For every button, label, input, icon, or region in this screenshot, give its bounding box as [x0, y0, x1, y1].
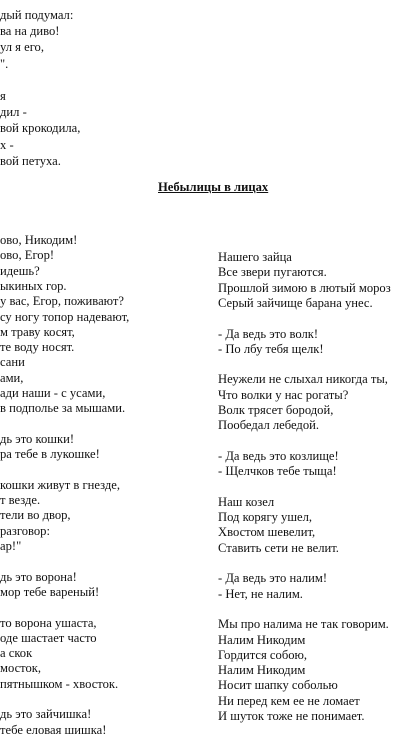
text-line: дый подумал:	[0, 8, 74, 22]
text-line: Под корягу ушел,	[218, 510, 313, 525]
text-line: тебе еловая шишка!	[0, 722, 107, 737]
text-line: Гордится собою,	[218, 647, 308, 662]
text-line: сани	[0, 355, 25, 370]
text-line: ра тебе в лукошке!	[0, 447, 100, 462]
text-line: ва на диво!	[0, 24, 60, 39]
text-line: ".	[0, 56, 9, 71]
text-line: х -	[0, 137, 14, 152]
text-line: - По лбу тебя щелк!	[218, 341, 324, 356]
text-line: пятнышком - хвосток.	[0, 676, 119, 691]
text-line: те воду носят.	[0, 340, 75, 355]
text-line: Ни перед кем ее не ломает	[218, 693, 360, 708]
text-line: Волк трясет бородой,	[218, 403, 334, 417]
text-line: Нашего зайца	[218, 250, 292, 264]
text-line: то ворона ушаста,	[0, 615, 97, 630]
text-line: ами,	[0, 370, 24, 385]
text-line: дь это ворона!	[0, 569, 77, 584]
text-line: дь это зайчишка!	[0, 707, 92, 722]
text-line: Что волки у нас рогаты?	[218, 387, 349, 402]
text-line: И шуток тоже не понимает.	[218, 709, 365, 723]
text-line: а скок	[0, 646, 33, 661]
text-line: я	[0, 89, 6, 103]
text-line: Неужели не слыхал никогда ты,	[218, 372, 388, 387]
text-line: ово, Егор!	[0, 248, 55, 263]
text-line: у вас, Егор, поживают?	[0, 294, 125, 309]
text-line: Серый зайчище барана унес.	[218, 295, 373, 310]
section-title: Небылицы в лицах	[158, 180, 269, 194]
text-line: дь это кошки!	[0, 431, 75, 446]
text-line: Налим Никодим	[218, 632, 306, 647]
text-line: ар!"	[0, 539, 22, 553]
text-line: ово, Никодим!	[0, 233, 78, 247]
text-line: вой петуха.	[0, 153, 61, 168]
text-line: мосток,	[0, 661, 42, 676]
text-line: вой крокодила,	[0, 121, 81, 136]
text-line: Все звери пугаются.	[218, 265, 327, 280]
text-line: Ставить сети не велит.	[218, 540, 339, 555]
text-line: тели во двор,	[0, 508, 71, 523]
text-line: су ногу топор надевают,	[0, 309, 130, 324]
text-line: ул я его,	[0, 40, 45, 55]
text-line: т везде.	[0, 493, 41, 508]
text-line: - Да ведь это налим!	[218, 571, 328, 586]
text-line: кошки живут в гнезде,	[0, 477, 121, 492]
text-line: мор тебе вареный!	[0, 584, 100, 599]
text-line: - Щелчков тебе тыща!	[218, 464, 337, 479]
text-line: Наш козел	[218, 494, 275, 509]
text-line: Прошлой зимою в лютый мороз	[218, 280, 391, 295]
text-line: разговор:	[0, 523, 50, 538]
text-line: Хвостом шевелит,	[218, 525, 316, 540]
text-line: Пообедал лебедой.	[218, 418, 320, 433]
text-line: оде шастает часто	[0, 630, 97, 645]
text-line: дил -	[0, 105, 27, 120]
text-line: ыкиных гор.	[0, 278, 67, 293]
text-line: - Да ведь это козлище!	[218, 448, 339, 463]
text-line: - Нет, не налим.	[218, 586, 303, 601]
text-line: Носит шапку соболью	[218, 678, 338, 693]
text-line: м траву косят,	[0, 324, 75, 339]
text-line: ади наши - с усами,	[0, 386, 106, 400]
text-line: Налим Никодим	[218, 663, 306, 678]
text-line: - Да ведь это волк!	[218, 326, 319, 341]
text-line: Мы про налима не так говорим.	[218, 617, 389, 632]
text-line: в подполье за мышами.	[0, 401, 126, 416]
text-line: идешь?	[0, 263, 40, 278]
